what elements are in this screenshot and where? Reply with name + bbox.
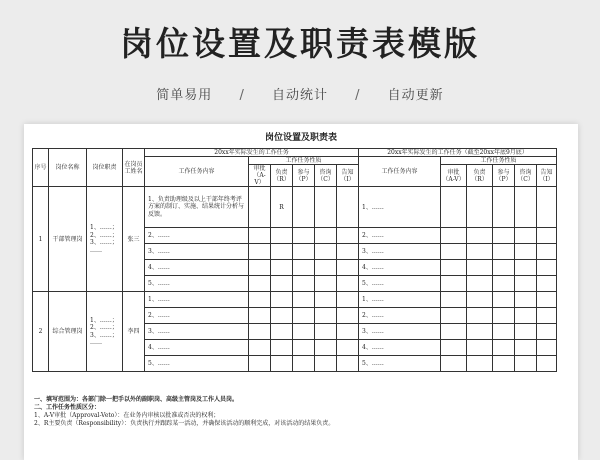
cell-task-nature xyxy=(537,292,557,308)
cell-task-content: 2、…… xyxy=(145,308,249,324)
col-header-nature: 告知（I） xyxy=(537,165,557,187)
cell-task-nature xyxy=(467,324,493,340)
banner xyxy=(0,0,600,128)
col-header-nature: 审批（A-V） xyxy=(249,165,271,187)
cell-task-nature xyxy=(441,276,467,292)
cell-task-nature xyxy=(537,276,557,292)
cell-task-content: 2、…… xyxy=(145,228,249,244)
cell-task-nature xyxy=(537,228,557,244)
cell-task-nature xyxy=(271,260,293,276)
cell-task-nature xyxy=(337,340,359,356)
cell-task-nature xyxy=(249,324,271,340)
cell-task-nature xyxy=(315,292,337,308)
cell-task-content: 5、…… xyxy=(145,276,249,292)
cell-task-nature xyxy=(249,244,271,260)
cell-task-content: 5、…… xyxy=(359,356,441,372)
col-header-nature: 参与（P） xyxy=(493,165,515,187)
col-header-task-content: 工作任务内容 xyxy=(359,157,441,187)
cell-task-nature xyxy=(293,292,315,308)
feature-item: 自动更新 xyxy=(387,88,444,103)
cell-task-nature xyxy=(441,244,467,260)
cell-task-nature xyxy=(337,260,359,276)
cell-task-nature xyxy=(337,228,359,244)
cell-seq: 2 xyxy=(33,292,49,372)
cell-task-nature xyxy=(467,187,493,228)
cell-task-nature xyxy=(441,308,467,324)
cell-task-nature xyxy=(315,228,337,244)
cell-task-nature xyxy=(249,308,271,324)
cell-task-nature xyxy=(441,187,467,228)
cell-task-nature: R xyxy=(271,187,293,228)
cell-task-nature xyxy=(271,244,293,260)
cell-task-nature xyxy=(515,356,537,372)
col-header-task-nature: 工作任务性质 xyxy=(441,157,557,165)
cell-task-nature xyxy=(315,276,337,292)
col-header-left-group: 20xx年实际发生的工作任务 xyxy=(145,149,359,157)
cell-post-duty: 1、……； 2、……； 3、……； …… xyxy=(87,187,123,292)
duty-table xyxy=(32,148,557,372)
cell-task-content: 4、…… xyxy=(359,260,441,276)
cell-task-nature xyxy=(271,292,293,308)
cell-task-nature xyxy=(515,340,537,356)
cell-task-nature xyxy=(271,340,293,356)
col-header-post-name: 岗位名称 xyxy=(49,149,87,187)
cell-task-nature xyxy=(293,324,315,340)
cell-task-nature xyxy=(249,187,271,228)
cell-task-nature xyxy=(537,324,557,340)
cell-task-nature xyxy=(493,356,515,372)
cell-task-nature xyxy=(249,260,271,276)
sheet-title: 岗位设置及职责表 xyxy=(264,133,337,143)
cell-task-nature xyxy=(337,292,359,308)
col-header-seq: 序号 xyxy=(33,149,49,187)
note-line: 2、R主要负责（Responsibility）：负责执行并跟踪某一活动，并确保该活动的顺利完成，对该活动的结果负责。 xyxy=(34,420,335,427)
cell-task-nature xyxy=(493,292,515,308)
cell-task-nature xyxy=(515,187,537,228)
cell-task-nature xyxy=(493,340,515,356)
col-header-right-group: 20xx年实际发生的工作任务（截至20xx年底9月底） xyxy=(359,149,557,157)
cell-task-nature xyxy=(493,276,515,292)
col-header-task-nature: 工作任务性质 xyxy=(249,157,359,165)
cell-staff: 张三 xyxy=(123,187,145,292)
col-header-nature: 参与（P） xyxy=(293,165,315,187)
cell-post-name: 综合管理岗 xyxy=(49,292,87,372)
cell-task-content: 2、…… xyxy=(359,308,441,324)
cell-task-content: 1、…… xyxy=(145,292,249,308)
cell-task-nature xyxy=(271,228,293,244)
cell-task-content: 4、…… xyxy=(145,260,249,276)
note-line: 二、工作任务性质区分： xyxy=(34,404,101,411)
cell-task-nature xyxy=(249,276,271,292)
cell-task-nature xyxy=(293,340,315,356)
feature-separator: / xyxy=(355,88,361,103)
cell-task-nature xyxy=(537,308,557,324)
cell-task-nature xyxy=(515,260,537,276)
cell-task-nature xyxy=(315,244,337,260)
cell-task-nature xyxy=(467,244,493,260)
table-row xyxy=(33,187,557,228)
cell-task-nature xyxy=(493,260,515,276)
cell-task-content: 4、…… xyxy=(145,340,249,356)
cell-task-nature xyxy=(271,324,293,340)
cell-task-nature xyxy=(441,228,467,244)
cell-task-nature xyxy=(515,324,537,340)
cell-task-nature xyxy=(293,276,315,292)
cell-task-nature xyxy=(315,340,337,356)
cell-task-nature xyxy=(493,308,515,324)
cell-task-nature xyxy=(441,340,467,356)
cell-task-nature xyxy=(493,244,515,260)
cell-task-nature xyxy=(515,308,537,324)
cell-task-nature xyxy=(337,356,359,372)
cell-task-content: 5、…… xyxy=(359,276,441,292)
cell-staff: 李四 xyxy=(123,292,145,372)
cell-task-content: 1、…… xyxy=(359,292,441,308)
cell-task-nature xyxy=(293,244,315,260)
cell-task-nature xyxy=(467,228,493,244)
cell-task-nature xyxy=(515,244,537,260)
header-row xyxy=(33,149,557,157)
cell-post-duty: 1、……； 2、……； 3、……； …… xyxy=(87,292,123,372)
cell-task-content: 3、…… xyxy=(359,244,441,260)
cell-task-nature xyxy=(315,308,337,324)
cell-task-nature xyxy=(337,244,359,260)
page-title: 岗位设置及职责表模版 xyxy=(120,24,480,63)
cell-task-nature xyxy=(271,308,293,324)
cell-task-nature xyxy=(537,260,557,276)
col-header-nature: 负责（R） xyxy=(271,165,293,187)
spreadsheet-preview xyxy=(24,124,578,460)
note-line: 1、A-V审批（Approval-Veto）：在业务内审核以批准或否决的权利； xyxy=(34,412,220,419)
notes xyxy=(34,396,574,428)
cell-task-content: 3、…… xyxy=(145,324,249,340)
cell-task-nature xyxy=(293,187,315,228)
cell-task-nature xyxy=(537,187,557,228)
cell-task-nature xyxy=(271,276,293,292)
cell-task-nature xyxy=(441,260,467,276)
cell-task-nature xyxy=(315,356,337,372)
cell-task-nature xyxy=(467,260,493,276)
col-header-nature: 审批（A-V） xyxy=(441,165,467,187)
cell-task-nature xyxy=(337,324,359,340)
cell-task-nature xyxy=(441,356,467,372)
cell-task-content: 1、…… xyxy=(359,187,441,228)
cell-task-nature xyxy=(249,292,271,308)
cell-task-nature xyxy=(315,260,337,276)
cell-task-content: 4、…… xyxy=(359,340,441,356)
cell-task-nature xyxy=(337,276,359,292)
cell-task-nature xyxy=(293,356,315,372)
col-header-task-content: 工作任务内容 xyxy=(145,157,249,187)
cell-task-nature xyxy=(467,292,493,308)
col-header-nature: 咨询（C） xyxy=(515,165,537,187)
col-header-nature: 告知（I） xyxy=(337,165,359,187)
cell-task-nature xyxy=(467,356,493,372)
cell-task-nature xyxy=(315,324,337,340)
col-header-post-duty: 岗位职责 xyxy=(87,149,123,187)
cell-task-nature xyxy=(537,356,557,372)
cell-task-content: 5、…… xyxy=(145,356,249,372)
note-line: 一、填写范围为：各部门除一把手以外的副职岗、高级主管岗及工作人员岗。 xyxy=(34,396,239,403)
cell-task-nature xyxy=(515,292,537,308)
col-header-nature: 负责（R） xyxy=(467,165,493,187)
cell-task-nature xyxy=(441,324,467,340)
cell-task-nature xyxy=(441,292,467,308)
cell-task-nature xyxy=(537,244,557,260)
cell-task-nature xyxy=(293,260,315,276)
cell-task-nature xyxy=(293,228,315,244)
feature-list xyxy=(0,84,600,103)
cell-task-nature xyxy=(493,324,515,340)
cell-seq: 1 xyxy=(33,187,49,292)
col-header-staff: 在岗员工姓名 xyxy=(123,149,145,187)
col-header-nature: 咨询（C） xyxy=(315,165,337,187)
cell-task-nature xyxy=(515,276,537,292)
cell-task-content: 2、…… xyxy=(359,228,441,244)
cell-task-nature xyxy=(537,340,557,356)
cell-task-nature xyxy=(467,308,493,324)
cell-task-nature xyxy=(271,356,293,372)
cell-task-content: 1、负责助理级及以上干部年终考评方案的制订、实施、结果统计分析与反馈。 xyxy=(145,187,249,228)
cell-task-nature xyxy=(249,228,271,244)
cell-task-nature xyxy=(249,356,271,372)
cell-task-nature xyxy=(467,340,493,356)
cell-task-nature xyxy=(337,308,359,324)
cell-task-nature xyxy=(493,228,515,244)
cell-task-nature xyxy=(337,187,359,228)
feature-item: 自动统计 xyxy=(271,88,328,103)
cell-task-nature xyxy=(315,187,337,228)
cell-task-nature xyxy=(493,187,515,228)
cell-task-nature xyxy=(249,340,271,356)
cell-task-content: 3、…… xyxy=(145,244,249,260)
feature-separator: / xyxy=(239,88,245,103)
cell-task-nature xyxy=(515,228,537,244)
feature-item: 简单易用 xyxy=(156,88,213,103)
cell-task-nature xyxy=(467,276,493,292)
cell-task-nature xyxy=(293,308,315,324)
cell-post-name: 干部管理岗 xyxy=(49,187,87,292)
table-row xyxy=(33,292,557,308)
cell-task-content: 3、…… xyxy=(359,324,441,340)
